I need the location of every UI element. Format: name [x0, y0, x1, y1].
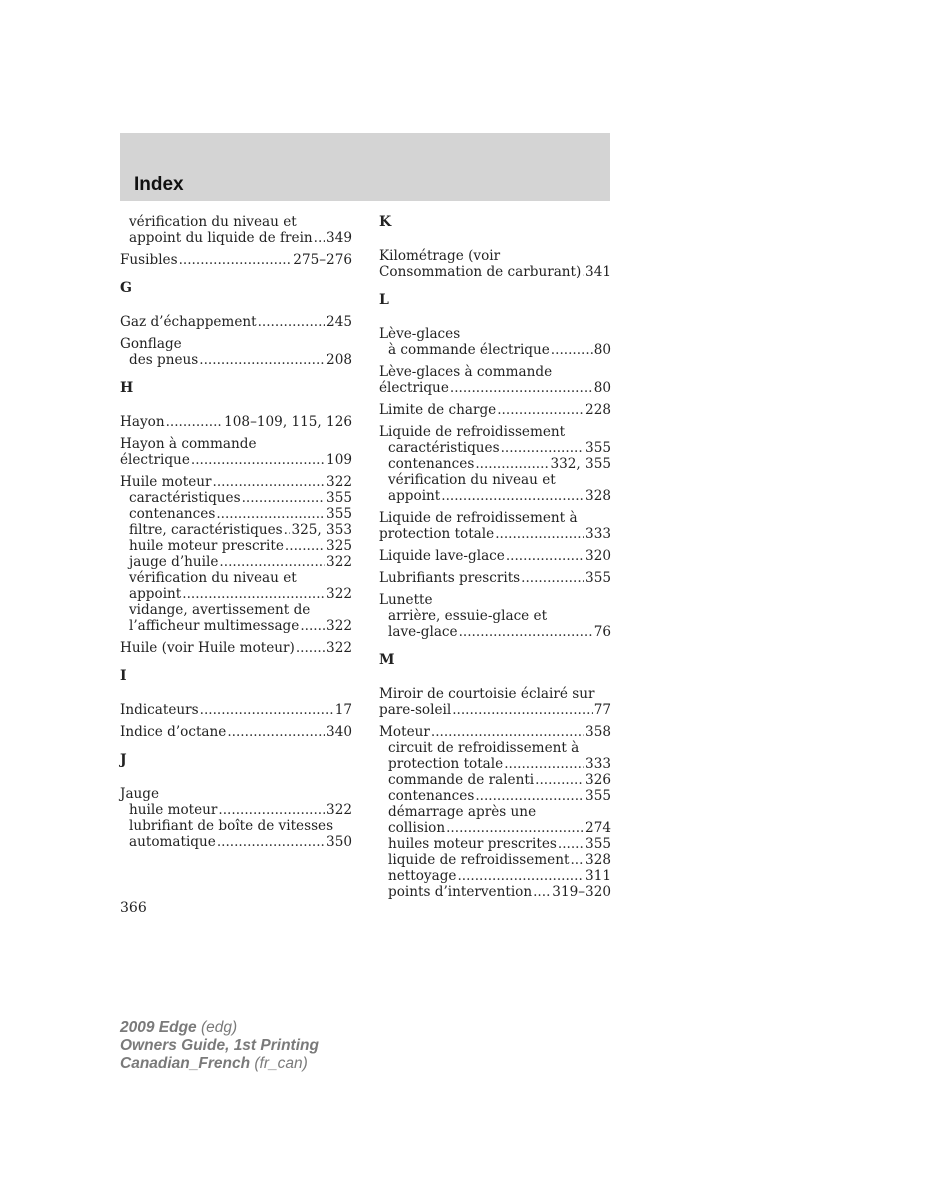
index-entry-line	[379, 424, 611, 440]
page-reference: 328	[585, 852, 611, 868]
index-subentry	[379, 440, 611, 456]
index-entry-line	[379, 548, 611, 564]
index-subentry	[379, 472, 611, 488]
index-subentry	[120, 818, 352, 834]
entry-term: huile moteur prescrite	[129, 538, 284, 554]
entry-term: Moteur	[379, 724, 430, 740]
index-entry-line	[379, 592, 611, 608]
entry-term: Lunette	[379, 592, 433, 608]
index-entry-line	[379, 526, 611, 542]
index-entry	[120, 414, 352, 430]
dot-leader	[570, 852, 584, 868]
dot-leader	[497, 402, 584, 418]
page-reference: 245	[326, 314, 352, 330]
index-subentry	[379, 756, 611, 772]
index-entry	[379, 326, 611, 358]
page-reference: 326	[585, 772, 611, 788]
index-subentry	[120, 230, 352, 246]
entry-term: électrique	[379, 380, 449, 396]
dot-leader	[475, 456, 549, 472]
index-entry	[120, 252, 352, 268]
page-reference: 322	[326, 640, 352, 656]
index-entry	[120, 214, 352, 246]
index-entry	[379, 592, 611, 640]
index-entry	[120, 436, 352, 468]
entry-term: Lève-glaces	[379, 326, 461, 342]
index-entry-line	[379, 570, 611, 586]
page-reference: 322	[326, 802, 352, 818]
entry-term: Miroir de courtoisie éclairé sur	[379, 686, 595, 702]
index-entry	[120, 336, 352, 368]
index-entry-line	[379, 380, 611, 396]
index-entry	[379, 248, 611, 280]
entry-term: liquide de refroidissement	[388, 852, 570, 868]
index-entry	[379, 364, 611, 396]
footer-model: 2009 Edge	[120, 1019, 197, 1036]
entry-term: circuit de refroidissement à	[388, 740, 580, 756]
index-subentry	[379, 772, 611, 788]
index-subentry	[120, 522, 352, 538]
index-subentry	[120, 352, 352, 368]
page-reference: 322	[326, 554, 352, 570]
entry-term: points d’intervention	[388, 884, 533, 900]
entry-term: protection totale	[379, 526, 495, 542]
page-reference: 320	[585, 548, 611, 564]
page-reference: 355	[585, 570, 611, 586]
dot-leader	[452, 702, 592, 718]
entry-term: Indicateurs	[120, 702, 199, 718]
entry-term: contenances	[388, 788, 475, 804]
dot-leader	[199, 352, 325, 368]
index-entry-line	[379, 702, 611, 718]
page-reference: 340	[326, 724, 352, 740]
entry-term: huile moteur	[129, 802, 218, 818]
entry-term: vérification du niveau et	[388, 472, 556, 488]
index-entry-line	[120, 414, 352, 430]
page-reference: 80	[593, 380, 611, 396]
entry-term: contenances	[388, 456, 475, 472]
index-letter-heading: J	[120, 752, 127, 768]
index-entry-line	[379, 686, 611, 702]
page-reference: 325	[326, 538, 352, 554]
entry-term: Gaz d’échappement	[120, 314, 257, 330]
page-reference: 322	[326, 474, 352, 490]
index-entry	[379, 548, 611, 564]
page-reference: 355	[585, 788, 611, 804]
footer-guide: Owners Guide, 1st Printing	[120, 1037, 319, 1054]
index-column-left	[120, 214, 352, 856]
index-subentry	[120, 506, 352, 522]
entry-term: l’afficheur multimessage	[129, 618, 300, 634]
index-letter-heading: K	[379, 214, 392, 230]
page-reference: 322	[326, 618, 352, 634]
page-reference: 328	[585, 488, 611, 504]
entry-term: Fusibles	[120, 252, 178, 268]
index-column-right	[379, 214, 611, 906]
page-reference: 108–109, 115, 126	[224, 414, 352, 430]
index-entry-line	[120, 474, 352, 490]
index-subentry	[120, 554, 352, 570]
index-subentry	[379, 820, 611, 836]
index-subentry	[120, 618, 352, 634]
index-subentry	[379, 342, 611, 358]
index-header-band	[120, 133, 610, 201]
entry-term: automatique	[129, 834, 216, 850]
index-entry-line	[379, 264, 611, 280]
entry-term: filtre, caractéristiques	[129, 522, 283, 538]
index-subentry	[379, 868, 611, 884]
dot-leader	[501, 440, 584, 456]
index-entry	[120, 786, 352, 850]
dot-leader	[191, 452, 325, 468]
entry-term: Liquide de refroidissement	[379, 424, 566, 440]
entry-term: contenances	[129, 506, 216, 522]
index-subentry	[120, 570, 352, 586]
index-subentry	[120, 602, 352, 618]
index-subentry	[120, 214, 352, 230]
index-entry	[120, 314, 352, 330]
dot-leader	[285, 538, 325, 554]
dot-leader	[450, 380, 593, 396]
page-reference: 208	[326, 352, 352, 368]
page-reference: 109	[326, 452, 352, 468]
entry-term: collision	[388, 820, 446, 836]
footer-model-code: (edg)	[201, 1019, 238, 1036]
dot-leader	[219, 554, 325, 570]
entry-term: Hayon	[120, 414, 165, 430]
index-subentry	[120, 834, 352, 850]
entry-term: des pneus	[129, 352, 199, 368]
entry-term: Huile moteur	[120, 474, 212, 490]
entry-term: Limite de charge	[379, 402, 497, 418]
dot-leader	[227, 724, 325, 740]
entry-term: Liquide de refroidissement à	[379, 510, 578, 526]
index-subentry	[120, 802, 352, 818]
footer-line-model	[120, 1019, 319, 1037]
page-reference: 355	[585, 440, 611, 456]
index-entry-line	[120, 252, 352, 268]
page-reference: 355	[326, 490, 352, 506]
index-subentry	[379, 608, 611, 624]
index-subentry	[379, 804, 611, 820]
entry-term: lubrifiant de boîte de vitesses	[129, 818, 334, 834]
index-entry-line	[120, 436, 352, 452]
footer-edition-code: (fr_can)	[254, 1055, 308, 1072]
dot-leader	[216, 506, 325, 522]
dot-leader	[258, 314, 325, 330]
dot-leader	[218, 802, 325, 818]
dot-leader	[441, 488, 584, 504]
dot-leader	[200, 702, 334, 718]
dot-leader	[300, 618, 325, 634]
page-reference: 80	[593, 342, 611, 358]
page-reference: 319–320	[552, 884, 611, 900]
index-entry	[120, 640, 352, 656]
entry-term: appoint	[129, 586, 182, 602]
entry-term: démarrage après une	[388, 804, 537, 820]
index-subentry	[379, 456, 611, 472]
entry-term: Jauge	[120, 786, 160, 802]
page-reference: 332, 355	[550, 456, 611, 472]
entry-term: Hayon à commande	[120, 436, 257, 452]
dot-leader	[213, 474, 326, 490]
index-subentry	[379, 884, 611, 900]
page-reference: 311	[585, 868, 611, 884]
index-entry-line	[120, 314, 352, 330]
dot-leader	[217, 834, 325, 850]
page-reference: 228	[585, 402, 611, 418]
index-entry-line	[120, 452, 352, 468]
dot-leader	[521, 570, 584, 586]
page-number: 366	[120, 900, 147, 916]
entry-term: vidange, avertissement de	[129, 602, 311, 618]
entry-term: Indice d’octane	[120, 724, 227, 740]
page-reference: 355	[585, 836, 611, 852]
entry-term: Gonflage	[120, 336, 182, 352]
page-reference: 333	[585, 756, 611, 772]
footer-line-edition	[120, 1055, 319, 1073]
dot-leader	[533, 884, 551, 900]
page-reference: 349	[326, 230, 352, 246]
index-letter-heading: M	[379, 652, 395, 668]
entry-term: protection totale	[388, 756, 504, 772]
entry-term: Huile (voir Huile moteur)	[120, 640, 295, 656]
dot-leader	[166, 414, 224, 430]
entry-term: appoint du liquide de frein	[129, 230, 313, 246]
entry-term: Consommation de carburant)	[379, 264, 582, 280]
index-entry	[379, 570, 611, 586]
page-reference: 355	[326, 506, 352, 522]
dot-leader	[506, 548, 584, 564]
dot-leader	[296, 640, 325, 656]
entry-term: huiles moteur prescrites	[388, 836, 557, 852]
page-reference: 325, 353	[291, 522, 352, 538]
page-reference: 274	[585, 820, 611, 836]
entry-term: pare-soleil	[379, 702, 452, 718]
entry-term: appoint	[388, 488, 441, 504]
index-letter-heading: L	[379, 292, 389, 308]
page-reference: 333	[585, 526, 611, 542]
index-subentry	[120, 538, 352, 554]
footer-edition: Canadian_French	[120, 1055, 251, 1072]
page-title: Index	[134, 174, 184, 195]
dot-leader	[495, 526, 584, 542]
page-reference: 275–276	[293, 252, 352, 268]
index-subentry	[120, 586, 352, 602]
index-entry-line	[120, 702, 352, 718]
index-subentry	[379, 852, 611, 868]
index-entry	[120, 474, 352, 634]
entry-term: vérification du niveau et	[129, 570, 297, 586]
entry-term: nettoyage	[388, 868, 457, 884]
dot-leader	[504, 756, 584, 772]
entry-term: électrique	[120, 452, 190, 468]
index-entry-line	[120, 724, 352, 740]
dot-leader	[457, 868, 584, 884]
index-entry	[120, 724, 352, 740]
index-entry-line	[120, 786, 352, 802]
index-letter-heading: H	[120, 380, 134, 396]
index-entry-line	[120, 640, 352, 656]
index-entry	[379, 724, 611, 900]
index-entry	[379, 424, 611, 504]
index-subentry	[379, 788, 611, 804]
page-reference: 322	[326, 586, 352, 602]
entry-term: lave-glace	[388, 624, 458, 640]
index-subentry	[379, 488, 611, 504]
entry-term: à commande électrique	[388, 342, 550, 358]
dot-leader	[431, 724, 584, 740]
index-subentry	[120, 490, 352, 506]
entry-term: caractéristiques	[129, 490, 241, 506]
dot-leader	[314, 230, 325, 246]
dot-leader	[582, 264, 584, 280]
entry-term: jauge d’huile	[129, 554, 219, 570]
index-entry-line	[120, 336, 352, 352]
index-entry	[379, 510, 611, 542]
index-entry-line	[379, 248, 611, 264]
page-reference: 77	[593, 702, 611, 718]
dot-leader	[558, 836, 584, 852]
dot-leader	[475, 788, 584, 804]
entry-term: Liquide lave-glace	[379, 548, 505, 564]
page-reference: 341	[585, 264, 611, 280]
page-reference: 358	[585, 724, 611, 740]
entry-term: Kilométrage (voir	[379, 248, 501, 264]
dot-leader	[242, 490, 325, 506]
page-reference: 76	[593, 624, 611, 640]
index-entry-line	[379, 364, 611, 380]
entry-term: Lubrifiants prescrits	[379, 570, 521, 586]
dot-leader	[284, 522, 291, 538]
index-entry	[379, 686, 611, 718]
index-subentry	[379, 740, 611, 756]
index-subentry	[379, 836, 611, 852]
document-footer	[120, 1019, 319, 1073]
index-entry	[379, 402, 611, 418]
dot-leader	[459, 624, 593, 640]
entry-term: arrière, essuie-glace et	[388, 608, 548, 624]
index-entry-line	[379, 326, 611, 342]
index-subentry	[379, 624, 611, 640]
dot-leader	[446, 820, 584, 836]
index-entry-line	[379, 402, 611, 418]
footer-line-guide	[120, 1037, 319, 1055]
index-entry	[120, 702, 352, 718]
entry-term: commande de ralenti	[388, 772, 535, 788]
dot-leader	[551, 342, 593, 358]
index-letter-heading: I	[120, 668, 127, 684]
page-reference: 17	[334, 702, 352, 718]
dot-leader	[179, 252, 293, 268]
page-reference: 350	[326, 834, 352, 850]
index-letter-heading: G	[120, 280, 132, 296]
index-entry-line	[379, 510, 611, 526]
index-entry-line	[379, 724, 611, 740]
entry-term: vérification du niveau et	[129, 214, 297, 230]
entry-term: caractéristiques	[388, 440, 500, 456]
dot-leader	[535, 772, 584, 788]
dot-leader	[182, 586, 325, 602]
entry-term: Lève-glaces à commande	[379, 364, 553, 380]
